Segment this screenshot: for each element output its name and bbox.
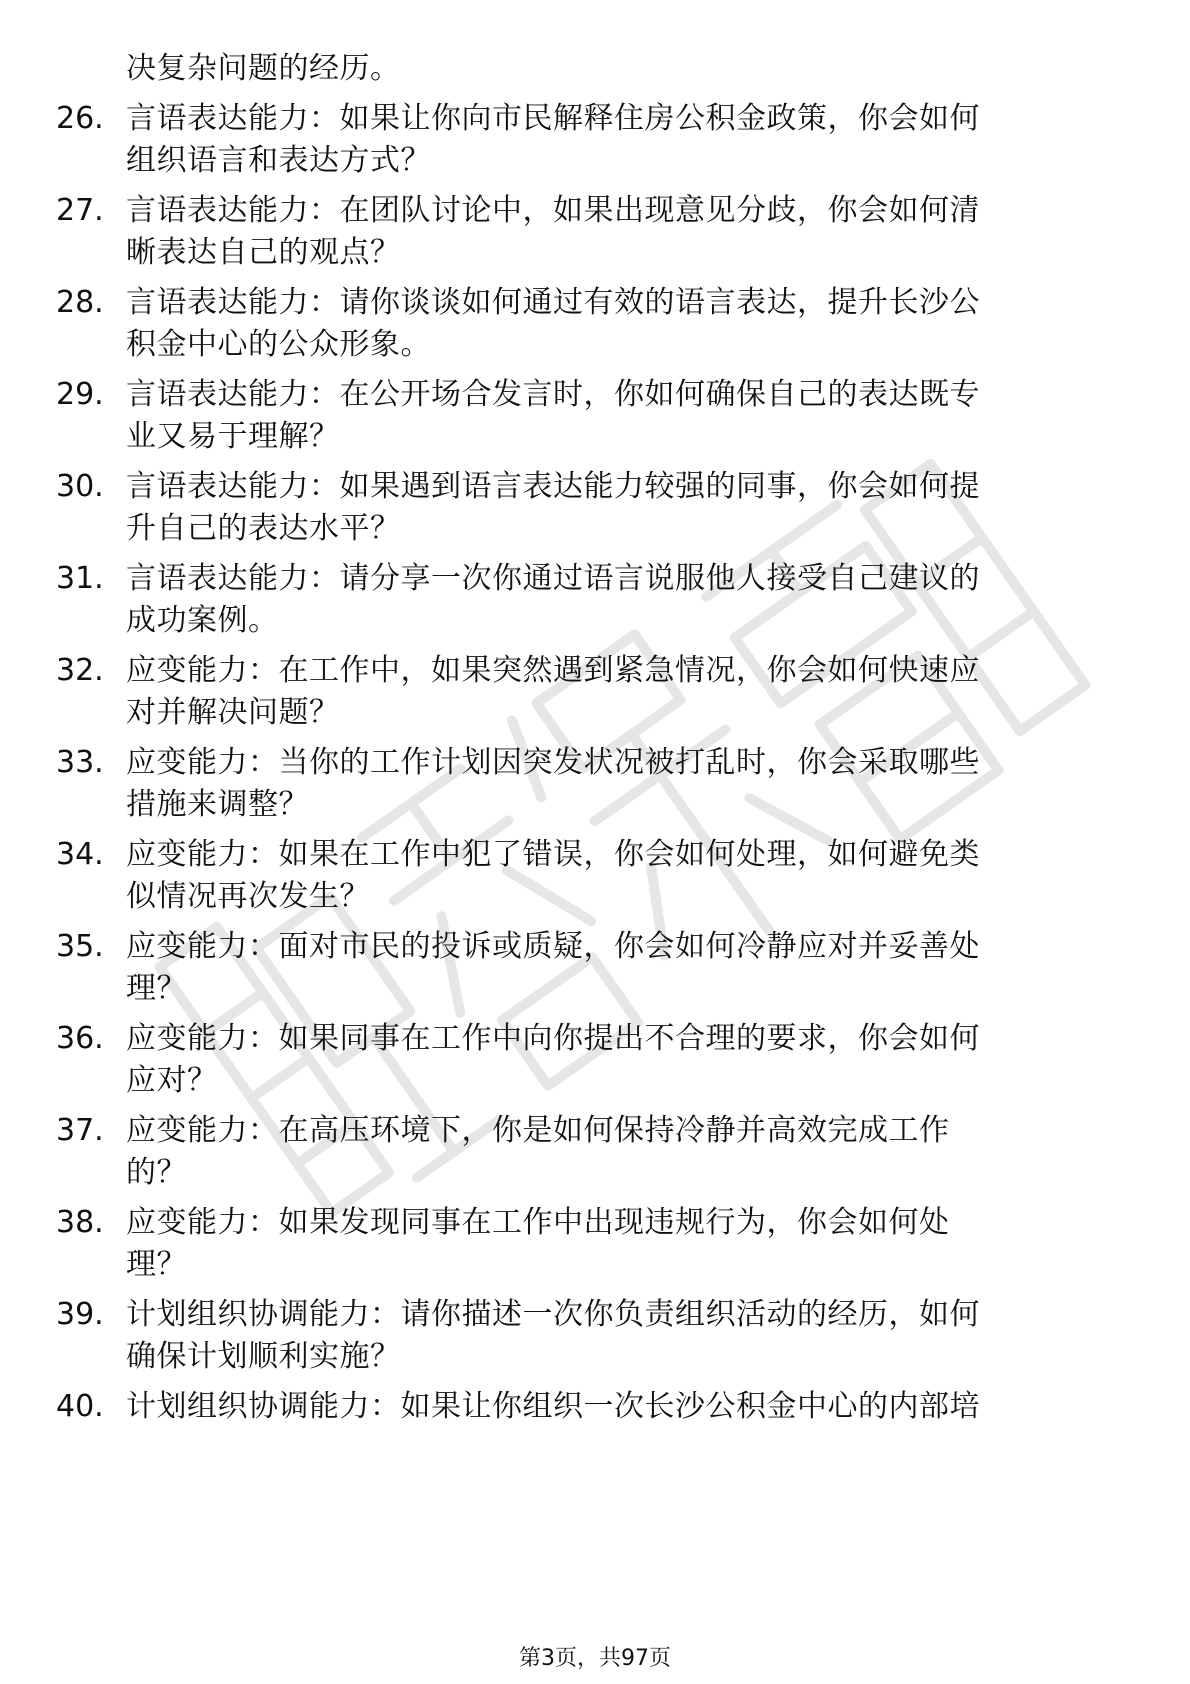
question-item [56, 650, 1116, 734]
question-line: 应变能力：面对市民的投诉或质疑，你会如何冷静应对并妥善处 [126, 929, 980, 964]
question-item [56, 1110, 1116, 1194]
page-footer: 第3页，共97页 [519, 1646, 671, 1671]
question-text [126, 374, 1036, 458]
question-item [56, 374, 1116, 458]
question-number: 38. [56, 1205, 104, 1240]
question-line: 理？ [126, 1247, 187, 1282]
question-text [126, 742, 1036, 826]
question-line: 对并解决问题？ [126, 695, 340, 730]
question-line: 言语表达能力：请分享一次你通过语言说服他人接受自己建议的 [126, 561, 980, 596]
question-number: 29. [56, 377, 104, 412]
question-line: 应变能力：在工作中，如果突然遇到紧急情况，你会如何快速应 [126, 653, 980, 688]
question-number: 35. [56, 929, 104, 964]
question-item [56, 466, 1116, 550]
question-text [126, 190, 1036, 274]
question-number: 28. [56, 285, 104, 320]
question-line: 成功案例。 [126, 603, 279, 638]
question-text [126, 98, 1036, 182]
question-line: 措施来调整？ [126, 787, 309, 822]
question-line: 应对？ [126, 1063, 218, 1098]
question-line: 言语表达能力：如果让你向市民解释住房公积金政策，你会如何 [126, 101, 980, 136]
question-text [126, 834, 1036, 918]
question-text [126, 1110, 1036, 1194]
question-text [126, 1018, 1036, 1102]
question-number: 36. [56, 1021, 104, 1056]
question-number: 34. [56, 837, 104, 872]
question-item [56, 1202, 1116, 1286]
question-item [56, 190, 1116, 274]
question-item [56, 98, 1116, 182]
question-text [126, 558, 1036, 642]
question-line: 的？ [126, 1155, 187, 1190]
question-item [56, 1386, 1116, 1428]
question-text [126, 1294, 1036, 1378]
question-line: 理？ [126, 971, 187, 1006]
question-text [126, 1202, 1036, 1286]
question-line: 应变能力：如果同事在工作中向你提出不合理的要求，你会如何 [126, 1021, 980, 1056]
question-line: 似情况再次发生？ [126, 879, 370, 914]
question-text [126, 650, 1036, 734]
question-line: 言语表达能力：请你谈谈如何通过有效的语言表达，提升长沙公 [126, 285, 980, 320]
question-item [56, 282, 1116, 366]
question-line: 业又易于理解？ [126, 419, 340, 454]
question-item [56, 742, 1116, 826]
question-number: 26. [56, 101, 104, 136]
question-item [56, 926, 1116, 1010]
question-line: 言语表达能力：如果遇到语言表达能力较强的同事，你会如何提 [126, 469, 980, 504]
question-line: 组织语言和表达方式？ [126, 143, 431, 178]
question-item [56, 834, 1116, 918]
question-text [126, 926, 1036, 1010]
question-text [126, 466, 1036, 550]
question-line: 升自己的表达水平？ [126, 511, 401, 546]
question-line: 晰表达自己的观点？ [126, 235, 401, 270]
question-number: 32. [56, 653, 104, 688]
question-line: 应变能力：在高压环境下，你是如何保持冷静并高效完成工作 [126, 1113, 950, 1148]
question-line: 言语表达能力：在公开场合发言时，你如何确保自己的表达既专 [126, 377, 980, 412]
question-item [56, 1294, 1116, 1378]
question-line: 计划组织协调能力：请你描述一次你负责组织活动的经历，如何 [126, 1297, 980, 1332]
question-line: 确保计划顺利实施？ [126, 1339, 401, 1374]
question-number: 30. [56, 469, 104, 504]
question-number: 37. [56, 1113, 104, 1148]
question-line: 积金中心的公众形象。 [126, 327, 431, 362]
question-number: 39. [56, 1297, 104, 1332]
question-list [56, 48, 1116, 1428]
question-number: 31. [56, 561, 104, 596]
question-item [56, 1018, 1116, 1102]
question-line: 应变能力：如果发现同事在工作中出现违规行为，你会如何处 [126, 1205, 950, 1240]
continued-line: 决复杂问题的经历。 [126, 51, 401, 86]
question-text [126, 282, 1036, 366]
question-text [126, 1386, 1036, 1428]
question-number: 27. [56, 193, 104, 228]
question-item [56, 558, 1116, 642]
question-line: 应变能力：当你的工作计划因突发状况被打乱时，你会采取哪些 [126, 745, 980, 780]
question-line: 言语表达能力：在团队讨论中，如果出现意见分歧，你会如何清 [126, 193, 980, 228]
question-line: 计划组织协调能力：如果让你组织一次长沙公积金中心的内部培 [126, 1389, 980, 1424]
question-number: 33. [56, 745, 104, 780]
question-line: 应变能力：如果在工作中犯了错误，你会如何处理，如何避免类 [126, 837, 980, 872]
question-number: 40. [56, 1389, 104, 1424]
